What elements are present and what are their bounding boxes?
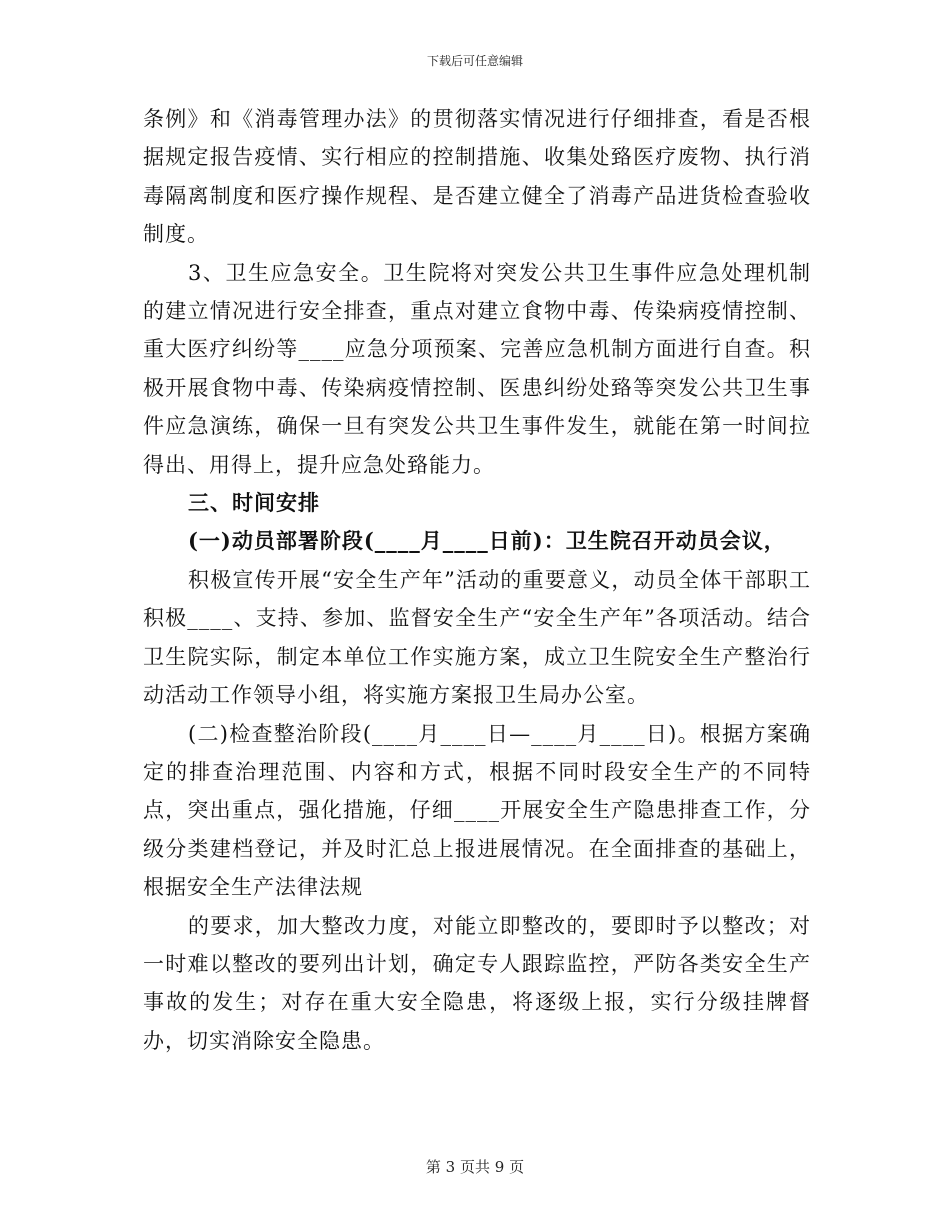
paragraph-inspection-phase: (二)检查整治阶段(____月____日—____月____日)。根据方案确定的排查治理范围、内容和方式，根据不同时段安全生产的不同特点，突出重点，强化措施，仔细____开展安全生产隐患排查工作，分级分类建档登记，并及时汇总上报进展情况。在全面排查的基础上，根据安全生产法律法规 — [143, 721, 811, 900]
paragraph-health-emergency-safety: 3、卫生应急安全。卫生院将对突发公共卫生事件应急处理机制的建立情况进行安全排查，重点对建立食物中毒、传染病疫情控制、重大医疗纠纷等____应急分项预案、完善应急机制方面进行自查。积极开展食物中毒、传染病疫情控制、医患纠纷处臵等突发公共卫生事件应急演练，确保一旦有突发公共卫生事件发生，就能在第一时间拉得出、用得上，提升应急处臵能力。 — [143, 260, 811, 477]
paragraph-mobilization-details: 积极宣传开展“安全生产年”活动的重要意义，动员全体干部职工积极____、支持、参加、监督安全生产“安全生产年”各项活动。结合卫生院实际，制定本单位工作实施方案，成立卫生院安全生产整治行动活动工作领导小组，将实施方案报卫生局办公室。 — [143, 567, 811, 708]
subheading-mobilization-phase: (一)动员部署阶段(____月____日前)：卫生院召开动员会议， — [188, 528, 786, 554]
section-heading-schedule: 三、时间安排 — [188, 490, 320, 516]
page-header: 下载后可任意编辑 — [426, 54, 523, 68]
page-number-footer: 第 3 页共 9 页 — [425, 1158, 525, 1176]
document-body — [143, 100, 811, 1060]
paragraph-rectification-requirements: 的要求，加大整改力度，对能立即整改的，要即时予以整改；对一时难以整改的要列出计划，确定专人跟踪监控，严防各类安全生产事故的发生；对存在重大安全隐患，将逐级上报，实行分级挂牌督办，切实消除安全隐患。 — [143, 913, 811, 1053]
paragraph-regulations-check: 条例》和《消毒管理办法》的贯彻落实情况进行仔细排查，看是否根据规定报告疫情、实行相应的控制措施、收集处臵医疗废物、执行消毒隔离制度和医疗操作规程、是否建立健全了消毒产品进货检查验收制度。 — [143, 107, 811, 247]
